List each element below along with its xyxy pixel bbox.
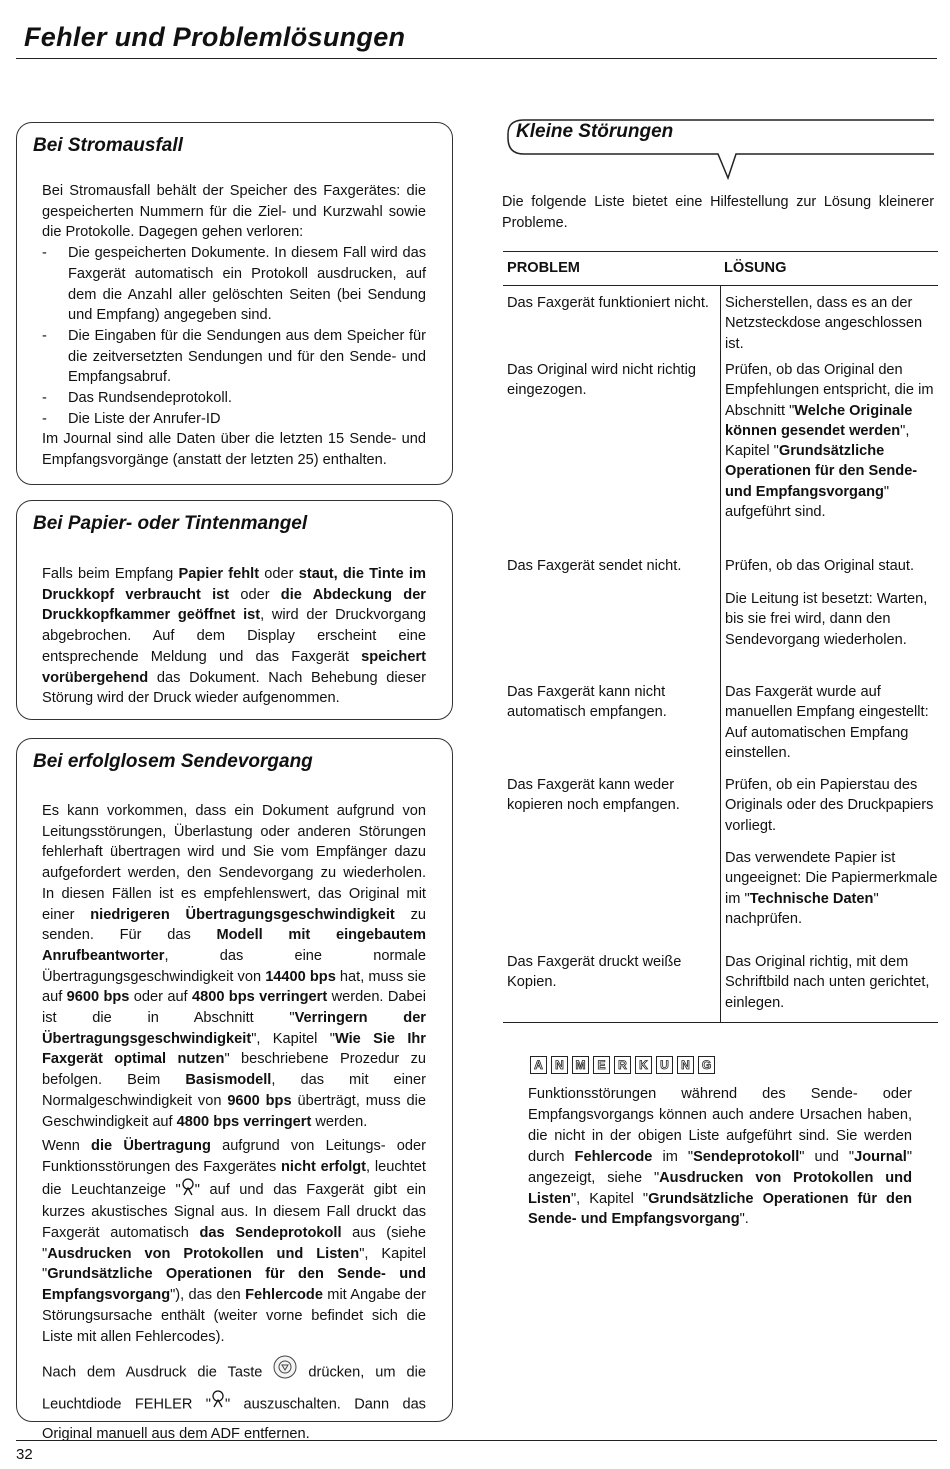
footer-rule	[16, 1440, 937, 1441]
power-failure-intro: Bei Stromausfall behält der Speicher des Faxgerätes: die gespeicherten Nummern für die Ziel- und Kurzwahl sowie die Protokolle. Dagegen gehen verloren:	[42, 183, 426, 241]
solution-cell: Das Faxgerät wurde auf manuellen Empfang eingestellt: Auf automatischen Empfang einstellen.	[725, 684, 929, 761]
problem-cell: Das Faxgerät kann weder kopieren noch empfangen.	[507, 777, 680, 814]
failed-send-para-2: Wenn die Übertragung aufgrund von Leitungs- oder Funktionsstörungen des Faxgerätes nicht erfolgt, leuchtet die Leuchtanzeige " " auf und das Faxgerät gibt ein kurzes akustisches Signal aus. In diesem Fall druckt das Faxgerät automatisch das Sendeprotokoll aus (siehe "Ausdrucken von Protokollen und Listen", Kapitel "Grundsätzliche Operationen für den Sende- und Empfangsvorgang"), das den Fehlercode mit Angabe der Störungsursache enthält (weiter vorne befindet sich die Liste mit allen Fehlercodes).	[42, 1138, 427, 1345]
power-failure-outro: Im Journal sind alle Daten über die letzten 15 Sende- und Empfangsvorgänge (anstatt der letzten 25) enthalten.	[42, 431, 426, 469]
note-text: Funktionsstörungen während des Sende- oder Empfangsvorgangs können auch andere Ursachen haben, die nicht in der obigen Liste aufgeführt sind. Sie werden durch Fehlercode im "Sendeprotokoll" und "Journal" angezeigt, siehe "Ausdrucken von Protokollen und Listen", Kapitel "Grundsätzliche Operationen für den Sende- und Empfangsvorgang".	[528, 1086, 912, 1228]
problem-cell: Das Faxgerät kann nicht automatisch empfangen.	[507, 684, 667, 721]
error-lamp-icon	[211, 1390, 225, 1419]
table-header	[503, 251, 938, 286]
header-rule	[16, 58, 937, 59]
failed-send-heading: Bei erfolglosem Sendevorgang	[33, 751, 313, 772]
solution-cell: Das Original richtig, mit dem Schriftbild nach unten gerichtet, einlegen.	[725, 954, 930, 1011]
power-failure-heading: Bei Stromausfall	[33, 135, 183, 156]
list-item: - Das Rundsendeprotokoll.	[42, 388, 426, 409]
table-body	[503, 286, 938, 1023]
list-item: - Die gespeicherten Dokumente. In diesem Fall wird das Faxgerät automatisch ein Protokoll ausdrucken, auf dem die Anzahl aller gelöschten Seiten (bei Sendung und Empfang) angegeben sind.	[42, 243, 426, 326]
troubleshooting-table	[503, 251, 938, 1023]
problem-cell: Das Faxgerät druckt weiße Kopien.	[507, 954, 682, 991]
solution-cell: Prüfen, ob das Original staut. Die Leitung ist besetzt: Warten, bis sie frei wird, dann den Sendevorgang wiederholen.	[725, 558, 928, 648]
failed-send-content	[42, 801, 426, 1449]
page-title: Fehler und Problemlösungen	[24, 22, 406, 52]
note-label: A N M E R K U N G	[530, 1056, 719, 1074]
minor-faults-intro: Die folgende Liste bietet eine Hilfestellung zur Lösung kleinerer Probleme.	[502, 194, 934, 231]
problem-cell: Das Faxgerät sendet nicht.	[507, 558, 682, 574]
column-header-problem: PROBLEM	[507, 260, 580, 276]
solution-cell: Sicherstellen, dass es an der Netzsteckdose angeschlossen ist.	[725, 295, 923, 352]
failed-send-box	[16, 738, 453, 1442]
paper-ink-content	[42, 564, 426, 709]
list-item: - Die Liste der Anrufer-ID	[42, 409, 426, 430]
paper-ink-text: Falls beim Empfang Papier fehlt oder staut, die Tinte im Druckkopf verbraucht ist oder die Abdeckung der Druckkopfkammer geöffnet ist, wird der Druckvorgang abgebrochen. Auf dem Display erscheint eine entsprechende Meldung und das Faxgerät speichert vorübergehend das Dokument. Nach Behebung dieser Störung wird der Druck wieder aufgenommen.	[42, 566, 426, 707]
problem-column	[503, 286, 720, 1022]
solution-cell: Prüfen, ob das Original den Empfehlungen entspricht, die im Abschnitt "Welche Originale können gesendet werden", Kapitel "Grundsätzliche Operationen für den Sende- und Empfangsvorgang" aufgeführt sind.	[725, 362, 934, 521]
list-item: - Die Eingaben für die Sendungen aus dem Speicher für die zeitversetzten Sendungen und für den Sende- und Empfangsabruf.	[42, 326, 426, 388]
page-number: 32	[16, 1446, 33, 1463]
lost-data-list	[42, 243, 426, 429]
minor-faults-heading: Kleine Störungen	[516, 121, 674, 142]
paper-ink-heading: Bei Papier- oder Tintenmangel	[33, 513, 308, 534]
solution-cell: Prüfen, ob ein Papierstau des Originals oder des Druckpapiers vorliegt. Das verwendete Papier ist ungeeignet: Die Papiermerkmale im "Technische Daten" nachprüfen.	[725, 777, 938, 927]
power-failure-box	[16, 122, 453, 485]
paper-ink-box	[16, 500, 453, 720]
power-failure-content	[42, 181, 426, 471]
solution-column	[720, 286, 938, 1022]
failed-send-para-1: Es kann vorkommen, dass ein Dokument aufgrund von Leitungsstörungen, Überlastung oder anderen Störungen fehlerhaft übertragen wird und Sie vom Empfänger dazu aufgefordert werden, den Sendevorgang zu wiederholen. In diesen Fällen ist es empfehlenswert, das Original mit einer niedrigeren Übertragungsgeschwindigkeit zu senden. Für das Modell mit eingebautem Anrufbeantworter, das eine normale Übertragungsgeschwindigkeit von 14400 bps hat, muss sie auf 9600 bps oder auf 4800 bps verringert werden. Dabei ist die in Abschnitt "Verringern der Übertragungsgeschwindigkeit", Kapitel "Wie Sie Ihr Faxgerät optimal nutzen" beschriebene Prozedur zu befolgen. Beim Basismodell, das mit einer Normalgeschwindigkeit von 9600 bps überträgt, muss die Geschwindigkeit auf 4800 bps verringert werden.	[42, 803, 426, 1130]
error-lamp-icon	[181, 1178, 195, 1203]
failed-send-para-3: Nach dem Ausdruck die Taste drücken, um die Leuchtdiode FEHLER " " auszuschalten. Dann das Original manuell aus dem ADF entfernen.	[42, 1355, 426, 1448]
problem-cell: Das Original wird nicht richtig eingezogen.	[507, 362, 696, 399]
column-header-solution: LÖSUNG	[724, 260, 787, 276]
problem-cell: Das Faxgerät funktioniert nicht.	[507, 295, 709, 311]
stop-key-icon	[273, 1355, 297, 1390]
minor-faults-heading-bubble	[506, 116, 936, 182]
